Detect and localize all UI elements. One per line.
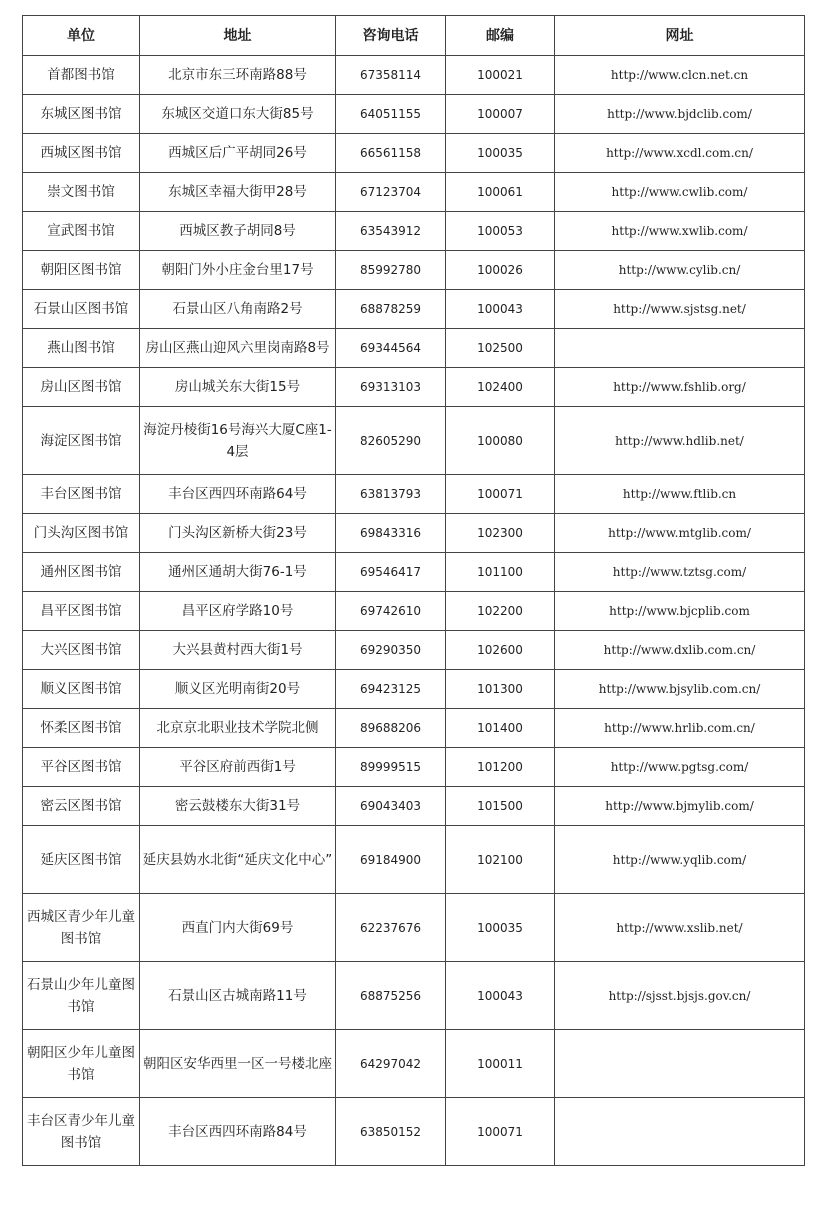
website-cell xyxy=(555,1098,805,1166)
library-name-cell: 房山区图书馆 xyxy=(23,368,140,407)
table-row xyxy=(23,56,805,95)
library-name-cell: 海淀区图书馆 xyxy=(23,407,140,475)
website-cell xyxy=(555,1030,805,1098)
website-cell[interactable]: http://www.cwlib.com/ xyxy=(555,173,805,212)
phone-cell: 85992780 xyxy=(336,251,446,290)
zip-cell: 101200 xyxy=(446,748,555,787)
address-cell: 北京市东三环南路88号 xyxy=(140,56,336,95)
table-row xyxy=(23,329,805,368)
phone-cell: 69184900 xyxy=(336,826,446,894)
library-name-cell: 延庆区图书馆 xyxy=(23,826,140,894)
phone-cell: 69546417 xyxy=(336,553,446,592)
library-name-cell: 丰台区图书馆 xyxy=(23,475,140,514)
header-phone: 咨询电话 xyxy=(336,16,446,56)
address-cell: 西城区教子胡同8号 xyxy=(140,212,336,251)
address-cell: 丰台区西四环南路84号 xyxy=(140,1098,336,1166)
website-cell[interactable]: http://www.clcn.net.cn xyxy=(555,56,805,95)
website-cell[interactable]: http://www.xcdl.com.cn/ xyxy=(555,134,805,173)
library-name-cell: 大兴区图书馆 xyxy=(23,631,140,670)
address-cell: 朝阳门外小庄金台里17号 xyxy=(140,251,336,290)
address-cell: 石景山区古城南路11号 xyxy=(140,962,336,1030)
header-address: 地址 xyxy=(140,16,336,56)
table-row xyxy=(23,1030,805,1098)
library-name-cell: 密云区图书馆 xyxy=(23,787,140,826)
table-row xyxy=(23,787,805,826)
table-row xyxy=(23,95,805,134)
website-cell[interactable]: http://www.hdlib.net/ xyxy=(555,407,805,475)
table-row xyxy=(23,475,805,514)
phone-cell: 63850152 xyxy=(336,1098,446,1166)
phone-cell: 66561158 xyxy=(336,134,446,173)
website-cell[interactable]: http://www.xwlib.com/ xyxy=(555,212,805,251)
zip-cell: 100011 xyxy=(446,1030,555,1098)
address-cell: 丰台区西四环南路64号 xyxy=(140,475,336,514)
address-cell: 东城区交道口东大街85号 xyxy=(140,95,336,134)
address-cell: 海淀丹棱街16号海兴大厦C座1-4层 xyxy=(140,407,336,475)
zip-cell: 102300 xyxy=(446,514,555,553)
library-name-cell: 东城区图书馆 xyxy=(23,95,140,134)
table-row xyxy=(23,631,805,670)
library-name-cell: 昌平区图书馆 xyxy=(23,592,140,631)
phone-cell: 89999515 xyxy=(336,748,446,787)
address-cell: 房山城关东大街15号 xyxy=(140,368,336,407)
zip-cell: 100080 xyxy=(446,407,555,475)
table-row xyxy=(23,514,805,553)
library-name-cell: 西城区图书馆 xyxy=(23,134,140,173)
header-unit: 单位 xyxy=(23,16,140,56)
website-cell[interactable]: http://www.xslib.net/ xyxy=(555,894,805,962)
table-row xyxy=(23,134,805,173)
website-cell[interactable]: http://www.sjstsg.net/ xyxy=(555,290,805,329)
header-zip: 邮编 xyxy=(446,16,555,56)
address-cell: 朝阳区安华西里一区一号楼北座 xyxy=(140,1030,336,1098)
website-cell[interactable]: http://www.bjdclib.com/ xyxy=(555,95,805,134)
website-cell[interactable]: http://www.fshlib.org/ xyxy=(555,368,805,407)
address-cell: 北京京北职业技术学院北侧 xyxy=(140,709,336,748)
website-cell[interactable]: http://www.pgtsg.com/ xyxy=(555,748,805,787)
table-row xyxy=(23,592,805,631)
table-row xyxy=(23,553,805,592)
zip-cell: 102400 xyxy=(446,368,555,407)
website-cell[interactable]: http://www.bjmylib.com/ xyxy=(555,787,805,826)
zip-cell: 101300 xyxy=(446,670,555,709)
address-cell: 顺义区光明南街20号 xyxy=(140,670,336,709)
table-row xyxy=(23,894,805,962)
phone-cell: 64297042 xyxy=(336,1030,446,1098)
library-name-cell: 燕山图书馆 xyxy=(23,329,140,368)
phone-cell: 67358114 xyxy=(336,56,446,95)
library-name-cell: 通州区图书馆 xyxy=(23,553,140,592)
phone-cell: 63813793 xyxy=(336,475,446,514)
address-cell: 房山区燕山迎风六里岗南路8号 xyxy=(140,329,336,368)
address-cell: 平谷区府前西街1号 xyxy=(140,748,336,787)
phone-cell: 82605290 xyxy=(336,407,446,475)
table-row xyxy=(23,212,805,251)
phone-cell: 68878259 xyxy=(336,290,446,329)
website-cell[interactable]: http://www.dxlib.com.cn/ xyxy=(555,631,805,670)
zip-cell: 100053 xyxy=(446,212,555,251)
zip-cell: 101400 xyxy=(446,709,555,748)
address-cell: 大兴县黄村西大街1号 xyxy=(140,631,336,670)
address-cell: 西直门内大街69号 xyxy=(140,894,336,962)
website-cell[interactable]: http://www.ftlib.cn xyxy=(555,475,805,514)
address-cell: 石景山区八角南路2号 xyxy=(140,290,336,329)
phone-cell: 62237676 xyxy=(336,894,446,962)
library-name-cell: 怀柔区图书馆 xyxy=(23,709,140,748)
phone-cell: 69290350 xyxy=(336,631,446,670)
table-row xyxy=(23,251,805,290)
table-row xyxy=(23,290,805,329)
phone-cell: 69344564 xyxy=(336,329,446,368)
address-cell: 昌平区府学路10号 xyxy=(140,592,336,631)
website-cell[interactable]: http://www.bjcplib.com xyxy=(555,592,805,631)
phone-cell: 89688206 xyxy=(336,709,446,748)
phone-cell: 69742610 xyxy=(336,592,446,631)
zip-cell: 100043 xyxy=(446,962,555,1030)
zip-cell: 100035 xyxy=(446,134,555,173)
library-name-cell: 宣武图书馆 xyxy=(23,212,140,251)
library-name-cell: 顺义区图书馆 xyxy=(23,670,140,709)
zip-cell: 101100 xyxy=(446,553,555,592)
library-name-cell: 石景山少年儿童图书馆 xyxy=(23,962,140,1030)
zip-cell: 102500 xyxy=(446,329,555,368)
library-name-cell: 平谷区图书馆 xyxy=(23,748,140,787)
phone-cell: 69843316 xyxy=(336,514,446,553)
website-cell[interactable]: http://www.bjsylib.com.cn/ xyxy=(555,670,805,709)
zip-cell: 100071 xyxy=(446,1098,555,1166)
website-cell[interactable]: http://www.mtglib.com/ xyxy=(555,514,805,553)
address-cell: 西城区后广平胡同26号 xyxy=(140,134,336,173)
library-name-cell: 首都图书馆 xyxy=(23,56,140,95)
zip-cell: 100021 xyxy=(446,56,555,95)
website-cell xyxy=(555,329,805,368)
table-row xyxy=(23,709,805,748)
table-row xyxy=(23,407,805,475)
library-name-cell: 朝阳区少年儿童图书馆 xyxy=(23,1030,140,1098)
zip-cell: 100026 xyxy=(446,251,555,290)
phone-cell: 69423125 xyxy=(336,670,446,709)
website-cell[interactable]: http://sjsst.bjsjs.gov.cn/ xyxy=(555,962,805,1030)
zip-cell: 102200 xyxy=(446,592,555,631)
phone-cell: 67123704 xyxy=(336,173,446,212)
library-name-cell: 崇文图书馆 xyxy=(23,173,140,212)
zip-cell: 100043 xyxy=(446,290,555,329)
website-cell[interactable]: http://www.tztsg.com/ xyxy=(555,553,805,592)
library-directory-table xyxy=(22,15,805,1166)
address-cell: 东城区幸福大街甲28号 xyxy=(140,173,336,212)
library-name-cell: 丰台区青少年儿童图书馆 xyxy=(23,1098,140,1166)
website-cell[interactable]: http://www.hrlib.com.cn/ xyxy=(555,709,805,748)
table-row xyxy=(23,748,805,787)
header-row xyxy=(23,16,805,56)
zip-cell: 100035 xyxy=(446,894,555,962)
table-row xyxy=(23,368,805,407)
zip-cell: 101500 xyxy=(446,787,555,826)
library-name-cell: 石景山区图书馆 xyxy=(23,290,140,329)
zip-cell: 100007 xyxy=(446,95,555,134)
phone-cell: 63543912 xyxy=(336,212,446,251)
address-cell: 门头沟区新桥大街23号 xyxy=(140,514,336,553)
table-row xyxy=(23,670,805,709)
phone-cell: 68875256 xyxy=(336,962,446,1030)
address-cell: 通州区通胡大街76-1号 xyxy=(140,553,336,592)
website-cell[interactable]: http://www.yqlib.com/ xyxy=(555,826,805,894)
phone-cell: 69313103 xyxy=(336,368,446,407)
header-website: 网址 xyxy=(555,16,805,56)
library-name-cell: 门头沟区图书馆 xyxy=(23,514,140,553)
table-row xyxy=(23,962,805,1030)
library-name-cell: 西城区青少年儿童图书馆 xyxy=(23,894,140,962)
address-cell: 密云鼓楼东大街31号 xyxy=(140,787,336,826)
zip-cell: 100071 xyxy=(446,475,555,514)
table-row xyxy=(23,1098,805,1166)
website-cell[interactable]: http://www.cylib.cn/ xyxy=(555,251,805,290)
phone-cell: 69043403 xyxy=(336,787,446,826)
table-row xyxy=(23,826,805,894)
library-name-cell: 朝阳区图书馆 xyxy=(23,251,140,290)
zip-cell: 100061 xyxy=(446,173,555,212)
zip-cell: 102100 xyxy=(446,826,555,894)
table-row xyxy=(23,173,805,212)
address-cell: 延庆县妫水北街“延庆文化中心” xyxy=(140,826,336,894)
phone-cell: 64051155 xyxy=(336,95,446,134)
zip-cell: 102600 xyxy=(446,631,555,670)
